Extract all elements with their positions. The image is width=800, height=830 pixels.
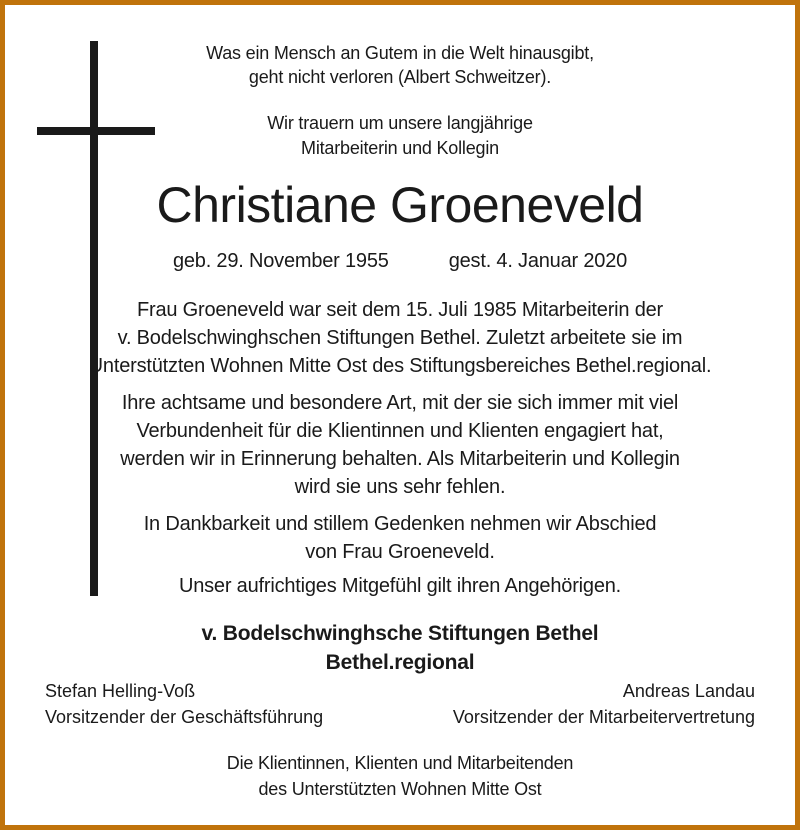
signatory-role: Vorsitzender der Mitarbeitervertretung bbox=[452, 707, 755, 727]
organization-division: Bethel.regional bbox=[325, 651, 475, 674]
signatory-name: Andreas Landau bbox=[622, 681, 755, 701]
paragraph-3-line-2: von Frau Groeneveld. bbox=[305, 541, 495, 563]
birth-date: geb. 29. November 1955 bbox=[172, 250, 389, 272]
signatory-right bbox=[453, 678, 755, 730]
paragraph-1-line-1: Frau Groeneveld war seit dem 15. Juli 1985 Mitarbeiterin der bbox=[136, 299, 664, 321]
quote-line-1: Was ein Mensch an Gutem in die Welt hinausgibt, bbox=[206, 43, 594, 63]
footer-line-2: des Unterstützten Wohnen Mitte Ost bbox=[258, 779, 542, 799]
signatory-role: Vorsitzender der Geschäftsführung bbox=[45, 707, 324, 727]
paragraph-2-line-2: Verbundenheit für die Klientinnen und Klienten engagiert hat, bbox=[136, 420, 664, 442]
signatory-name: Stefan Helling-Voß bbox=[45, 681, 196, 701]
intro-line-1: Wir trauern um unsere langjährige bbox=[267, 113, 533, 133]
intro-line-2: Mitarbeiterin und Kollegin bbox=[301, 138, 499, 158]
paragraph-2-line-4: wird sie uns sehr fehlen. bbox=[294, 476, 506, 498]
paragraph-1-line-2: v. Bodelschwinghschen Stiftungen Bethel. Zuletzt arbeitete sie im bbox=[117, 327, 683, 349]
quote-line-2: geht nicht verloren (Albert Schweitzer). bbox=[248, 67, 552, 87]
paragraph-2-line-3: werden wir in Erinnerung behalten. Als Mitarbeiterin und Kollegin bbox=[120, 448, 680, 470]
paragraph-2-line-1: Ihre achtsame und besondere Art, mit der sie sich immer mit viel bbox=[121, 392, 679, 414]
life-dates bbox=[5, 247, 795, 275]
deceased-name: Christiane Groeneveld bbox=[156, 177, 644, 233]
signatory-left bbox=[45, 678, 323, 730]
organization-name: v. Bodelschwinghsche Stiftungen Bethel bbox=[201, 622, 599, 645]
paragraph-3-line-1: In Dankbarkeit und stillem Gedenken nehmen wir Abschied bbox=[143, 513, 657, 535]
footer-line-1: Die Klientinnen, Klienten und Mitarbeitenden bbox=[226, 753, 574, 773]
paragraph-1-line-3: Unterstützten Wohnen Mitte Ost des Stiftungsbereiches Bethel.regional. bbox=[88, 355, 712, 377]
death-date: gest. 4. Januar 2020 bbox=[448, 250, 628, 272]
condolence-text: Unser aufrichtiges Mitgefühl gilt ihren Angehörigen. bbox=[178, 575, 622, 597]
